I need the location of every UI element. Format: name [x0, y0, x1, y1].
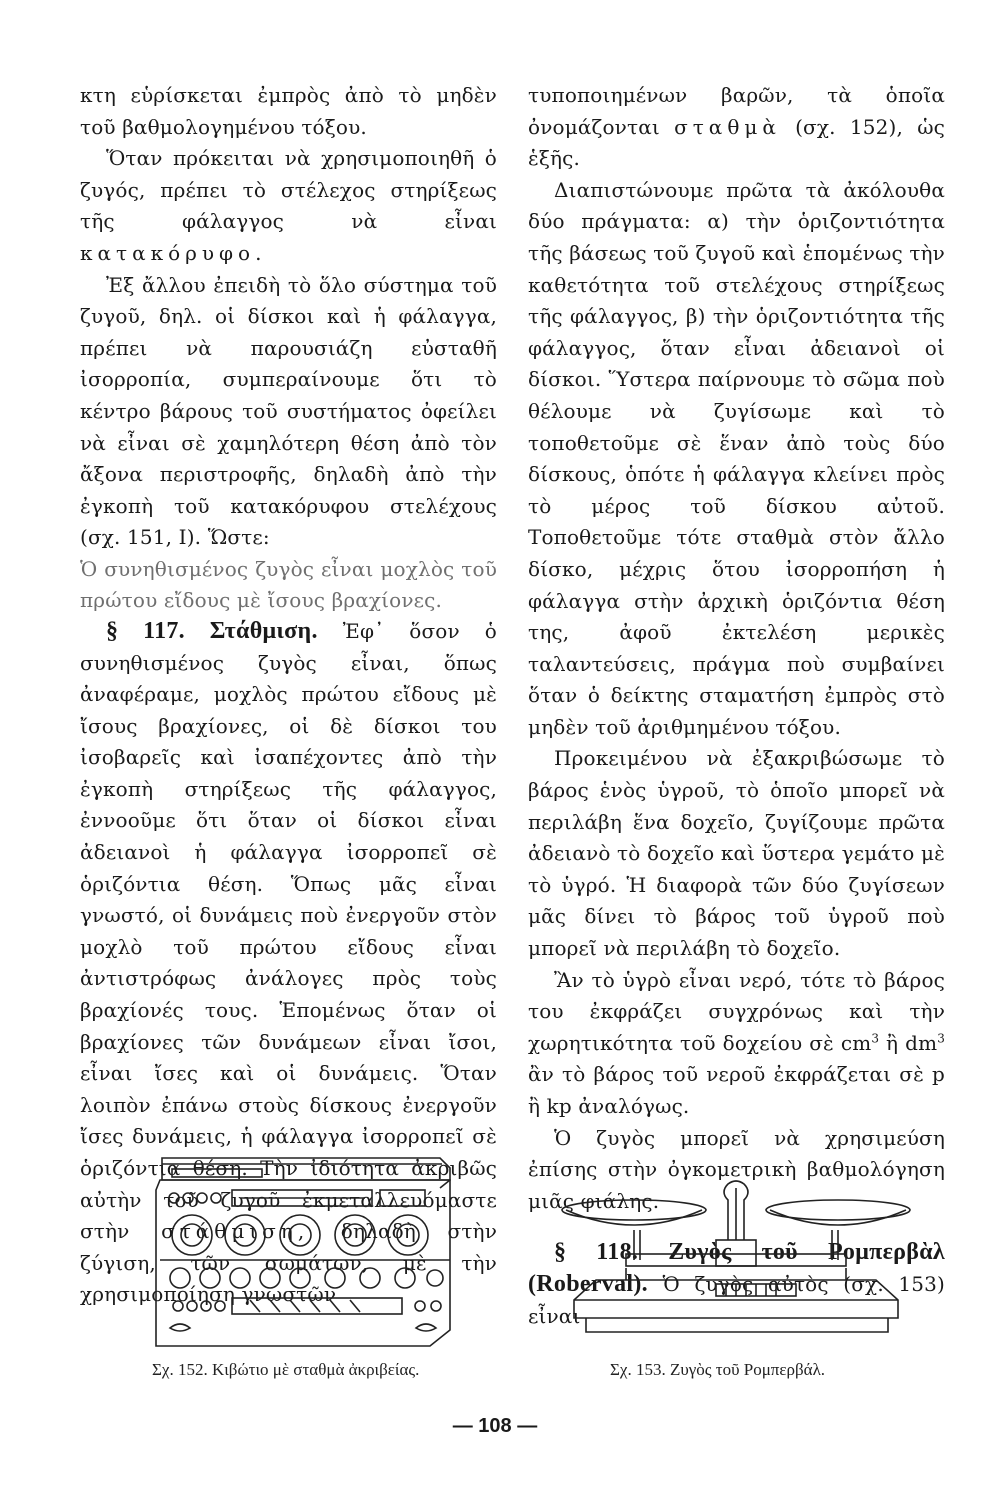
roberval-balance-illustration: [526, 1150, 946, 1360]
text-run: Ἐφ᾿ ὅσον ὁ συνηθισμένος ζυγὸς εἶναι, ὅπως ἀναφέραμε, μοχλὸς πρώτου εἴδους μὲ ἴσους βραχίονες, οἱ δὲ δίσκοι του ἰσοβαρεῖς καὶ ἰσαπέχοντες ἀπὸ τὴν ἐγκοπὴ στηρίξεως τῆς φάλαγγος, ἐννοοῦμε ὅτι ὅταν οἱ δίσκοι εἶναι ἀδειανοὶ ἡ φάλαγγα ἰσορροπεῖ σὲ ὁριζόντια θέση. Ὅπως μᾶς εἶναι γνωστό, οἱ δυνάμεις ποὺ ἐνεργοῦν στὸν μοχλὸ τοῦ πρώτου εἴδους εἶναι ἀντιστρόφως ἀνάλογες πρὸς τοὺς βραχίονές τους. Ἑπομένως ὅταν οἱ βραχίονες τῶν δυνάμεων εἶναι ἴσοι, εἶναι ἴσες καὶ οἱ δυνάμεις. Ὅταν λοιπὸν ἐπάνω στοὺς δίσκους ἐνεργοῦν ἴσες δυνάμεις, ἡ φάλαγγα ἰσορροπεῖ σὲ ὁριζόντια θέση. Τὴν ἰδιότητα ἀκριβῶς αὐτὴν τοῦ ζυγοῦ ἐκμεταλλευόμαστε στὴν: [80, 618, 497, 1244]
paragraph: Διαπιστώνουμε πρῶτα τὰ ἀκόλουθα δύο πράγματα: α) τὴν ὁριζοντιότητα τῆς βάσεως τοῦ ζυγοῦ καὶ ἑπομένως τὴν καθετότητα τοῦ στελέχους στηρίξεως τῆς φάλαγγος, β) τὴν ὁριζοντιότητα τῆς φάλαγγος, ὅταν εἶναι ἀδειανοὶ οἱ δίσκοι. Ὕστερα παίρνουμε τὸ σῶμα ποὺ θέλουμε νὰ ζυγίσωμε καὶ τὸ τοποθετοῦμε σὲ ἕναν ἀπὸ τοὺς δύο δίσκους, ὁπότε ἡ φάλαγγα κλείνει πρὸς τὸ μέρος τοῦ δίσκου αὐτοῦ. Τοποθετοῦμε τότε σταθμὰ στὸν ἄλλο δίσκο, μέχρις ὅτου ἰσορροπήση ἡ φάλαγγα στὴν ἀρχικὴ ὁριζόντια θέση της, ἀφοῦ ἐκτελέση μερικὲς ταλαντεύσεις, πράγμα ποὺ συμβαίνει ὅταν ὁ δείκτης σταματήση ἐμπρὸς στὸ μηδὲν τοῦ ἀριθμημένου τόξου.: [528, 177, 945, 739]
text-run: τυποποιημένων βαρῶν, τὰ ὁποῖα ὀνομάζονται: [528, 83, 945, 139]
text-run: (σχ. 152), ὡς ἑξῆς.: [528, 114, 946, 171]
text-run: δηλαδὴ στὴν ζύγιση, τῶν σωμάτων, μὲ τὴν χρησιμοποίηση γνωστῶν: [80, 1219, 497, 1307]
superscript: 3: [871, 1031, 880, 1046]
emphasized-term: σταθμὰ: [674, 114, 781, 139]
page-number: — 108 —: [452, 1415, 538, 1437]
paragraph: κτη εὑρίσκεται ἐμπρὸς ἀπὸ τὸ μηδὲν τοῦ βαθμολογημένου τόξου.: [80, 83, 497, 139]
right-column: [528, 80, 945, 1332]
text-run: Ἂν τὸ ὑγρὸ εἶναι νερό, τότε τὸ βάρος του ἐκφράζει συγχρόνως καὶ τὴν χωρητικότητα τοῦ δοχείου σὲ cm: [528, 967, 945, 1055]
paragraph: [528, 965, 945, 1123]
section-title: § 117. Στάθμιση.: [106, 617, 318, 644]
paragraph: Ὁ ζυγὸς μπορεῖ νὰ χρησιμεύση ἐπίσης στὴν ὀγκομετρικὴ βαθμολόγηση μιᾶς φιάλης.: [528, 1125, 945, 1213]
text-run: Ὅταν πρόκειται νὰ χρησιμοποιηθῆ ὁ ζυγός, πρέπει τὸ στέλεχος στηρίξεως τῆς φάλαγγος νὰ εἶναι: [80, 146, 497, 234]
figure-152-caption: Σχ. 152. Κιβώτιο μὲ σταθμὰ ἀκριβείας.: [152, 1360, 420, 1379]
paragraph: [528, 80, 945, 175]
text-run: ἢ dm: [879, 1030, 938, 1055]
left-column: [80, 80, 497, 1311]
text-run: Ὁ ζυγὸς αὐτὸς (σχ. 153) εἶναι: [528, 1271, 945, 1328]
figure-153-caption: Σχ. 153. Ζυγὸς τοῦ Ρομπερβάλ.: [610, 1360, 826, 1379]
weights-box-illustration: [80, 1150, 500, 1360]
paragraph: Ἐξ ἄλλου ἐπειδὴ τὸ ὅλο σύστημα τοῦ ζυγοῦ, δηλ. οἱ δίσκοι καὶ ἡ φάλαγγα, πρέπει νὰ παρουσιάζη εὐσταθῆ ἰσορροπία, συμπεραίνουμε ὅτι τὸ κέντρο βάρους τοῦ συστήματος ὀφείλει νὰ εἶναι σὲ χαμηλότερη θέση ἀπὸ τὸν ἄξονα περιστροφῆς, δηλαδὴ ἀπὸ τὴν ἐγκοπὴ τοῦ κατακόρυφου στελέχους (σχ. 151, I). Ὥστε:: [80, 272, 497, 550]
superscript: 3: [937, 1031, 945, 1046]
paragraph: [80, 143, 497, 269]
figure-152-weights-box: [80, 1150, 500, 1380]
section-title: § 118. Ζυγὸς τοῦ Ρομπερβὰλ (Roberval).: [528, 1239, 945, 1297]
text-run: ἂν τὸ βάρος τοῦ νεροῦ ἐκφράζεται σὲ p ἢ kp ἀναλόγως.: [528, 1062, 945, 1118]
emphasized-term: στάθμιση,: [161, 1219, 310, 1244]
paragraph: Προκειμένου νὰ ἐξακριβώσωμε τὸ βάρος ἑνὸς ὑγροῦ, τὸ ὁποῖο μπορεῖ νὰ περιλάβη ἕνα δοχεῖο, ζυγίζουμε πρῶτα ἀδειανὸ τὸ δοχεῖο καὶ ὕστερα γεμάτο μὲ τὸ ὑγρό. Ἡ διαφορὰ τῶν δύο ζυγίσεων μᾶς δίνει τὸ βάρος τοῦ ὑγροῦ ποὺ μπορεῖ νὰ περιλάβη τὸ δοχεῖο.: [528, 746, 945, 961]
figure-153-roberval-balance: [526, 1150, 946, 1380]
emphasized-term: κατακόρυφο.: [80, 240, 267, 265]
rule-statement: Ὁ συνηθισμένος ζυγὸς εἶναι μοχλὸς τοῦ πρώτου εἴδους μὲ ἴσους βραχίονες.: [80, 556, 497, 612]
